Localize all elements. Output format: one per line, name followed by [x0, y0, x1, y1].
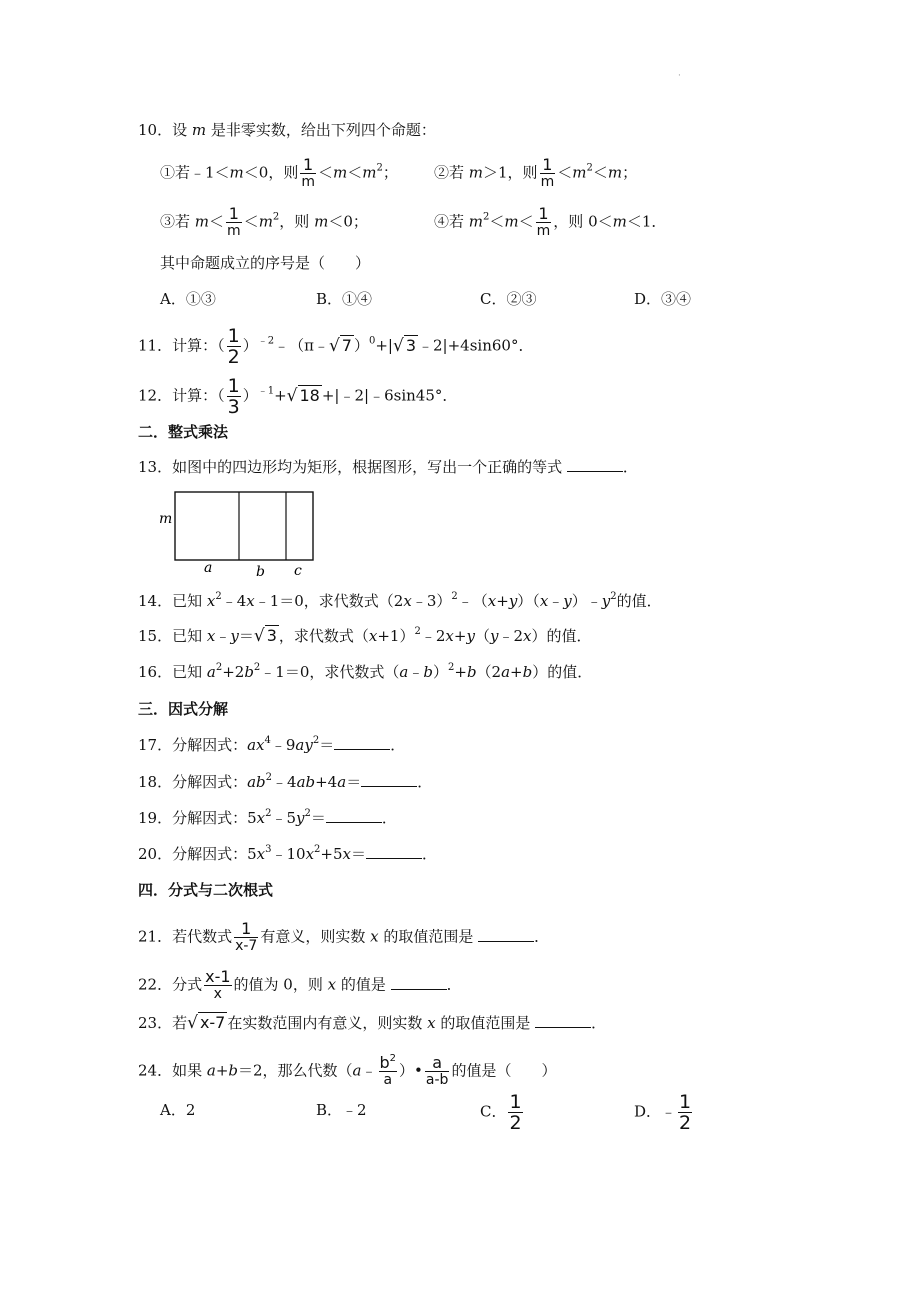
- fraction: $\frac{x-1}{x}$: [205, 967, 231, 1002]
- q21: 21．若代数式 $\frac{1}{x-7}$ 有意义，则实数 x 的取值范围是 ．: [138, 919, 550, 954]
- fraction: $\frac{1}{x-7}$: [235, 919, 258, 954]
- rectangle-figure: [156, 486, 326, 582]
- q10-proposition-4: ④若 $m^2<m<$ $\frac{1}{m}$ ，则 0＜m＜1．: [434, 204, 667, 239]
- answer-blank: [391, 975, 447, 990]
- sqrt: √ 7: [328, 335, 352, 356]
- label-b: b: [256, 564, 265, 580]
- q10-option-b[interactable]: B．①④: [316, 290, 373, 308]
- q10-ask: 其中命题成立的序号是（ ）: [160, 254, 371, 272]
- answer-blank: [326, 808, 382, 823]
- fraction: $\frac{1}{m}$: [540, 155, 555, 190]
- rect-outline: [175, 492, 313, 560]
- q22: 22．分式 $\frac{x-1}{x}$ 的值为 0，则 x 的值是 ．: [138, 967, 462, 1002]
- label-c: c: [294, 563, 302, 579]
- answer-blank: [567, 457, 623, 472]
- answer-blank: [535, 1013, 591, 1028]
- answer-blank: [334, 735, 390, 750]
- q20: 20．分解因式：$5x^3﹣10x^2+5x=$ ．: [138, 844, 438, 863]
- q16: 16．已知 $a^2+2b^2﹣1=0$，求代数式（a﹣b）$^2$+b（2a+b）的值．: [138, 662, 593, 681]
- q24-option-c[interactable]: C． $\frac{1}{2}$: [480, 1091, 522, 1134]
- fraction: $\frac{a}{a-b}$: [425, 1053, 449, 1088]
- sqrt: √ x-7: [187, 1013, 226, 1033]
- section-title-4: 四．分式与二次根式: [138, 881, 274, 899]
- q10-proposition-3: ③若 m＜ $\frac{1}{m}$ $<m^2$，则 m＜0；: [160, 204, 368, 239]
- q18: 18．分解因式：$ab^2﹣4ab+4a=$ ．: [138, 772, 433, 791]
- q10-option-a[interactable]: A．①③: [160, 290, 216, 308]
- q24-option-d[interactable]: D．﹣ $\frac{1}{2}$: [634, 1091, 692, 1134]
- fraction: $\frac{1}{2}$: [679, 1091, 692, 1134]
- sqrt: √ 3: [253, 626, 277, 646]
- q23: 23．若√ x-7 在实数范围内有意义，则实数 x 的取值范围是 ．: [138, 1013, 607, 1033]
- section-title-2: 二．整式乘法: [138, 423, 229, 441]
- fraction: $\frac{b^2}{a}$: [379, 1053, 397, 1088]
- q15: 15．已知 x﹣y＝√ 3 ，求代数式$(x+1)^2﹣2x+y(y﹣2x)$的值．: [138, 626, 592, 646]
- answer-blank: [478, 927, 534, 942]
- answer-blank: [366, 844, 422, 859]
- q10-option-d[interactable]: D．③④: [634, 290, 692, 308]
- q10-stem: 10．设 m 是非零实数，给出下列四个命题：: [138, 121, 436, 139]
- fraction: $\frac{1}{2}$: [509, 1091, 522, 1134]
- corner-mark: ·: [678, 71, 681, 81]
- q24: 24．如果 a+b＝2，那么代数（a﹣ $\frac{b^2}{a}$ ）• $\frac{a}{a-b}$ 的值是（ ）: [138, 1053, 557, 1088]
- q14: 14．已知 $x^2﹣4x﹣1=0$，求代数式$(2x﹣3)^2﹣(x+y)(x﹣y)﹣y^2$的值．: [138, 591, 662, 610]
- q10-proposition-1: ①若﹣1＜m＜0，则 $\frac{1}{m}$ $<m<m^2$；: [160, 155, 398, 190]
- answer-blank: [361, 772, 417, 787]
- q11: 11．计算：（ $\frac{1}{2}$ ）$^{﹣2}$﹣（π﹣√ 7 ）$^0$+|√ 3 ﹣2|+4sin60°．: [138, 325, 534, 368]
- q12: 12．计算：（ $\frac{1}{3}$ ）$^{﹣1}$+√ 18 +|﹣2|﹣6sin45°．: [138, 375, 458, 418]
- q19: 19．分解因式：$5x^2﹣5y^2=$ ．: [138, 808, 397, 827]
- q13: 13．如图中的四边形均为矩形，根据图形，写出一个正确的等式 ．: [138, 458, 638, 476]
- q17: 17．分解因式：$ax^4﹣9ay^2=$ ．: [138, 735, 406, 754]
- fraction: $\frac{1}{3}$: [227, 375, 240, 418]
- q24-option-b[interactable]: B．﹣2: [316, 1101, 367, 1119]
- q24-option-a[interactable]: A．2: [160, 1101, 196, 1119]
- q10-proposition-2: ②若 m＞1，则 $\frac{1}{m}$ $<m^2<m$；: [434, 155, 638, 190]
- fraction: $\frac{1}{2}$: [227, 325, 240, 368]
- sqrt: √ 3: [392, 335, 417, 356]
- label-a: a: [204, 560, 213, 576]
- section-title-3: 三．因式分解: [138, 700, 229, 718]
- q10-option-c[interactable]: C．②③: [480, 290, 537, 308]
- fraction: $\frac{1}{m}$: [227, 204, 241, 239]
- fraction: $\frac{1}{m}$: [536, 204, 551, 239]
- sqrt: √ 18: [286, 385, 320, 406]
- fraction: $\frac{1}{m}$: [301, 155, 315, 190]
- label-m: m: [159, 511, 173, 527]
